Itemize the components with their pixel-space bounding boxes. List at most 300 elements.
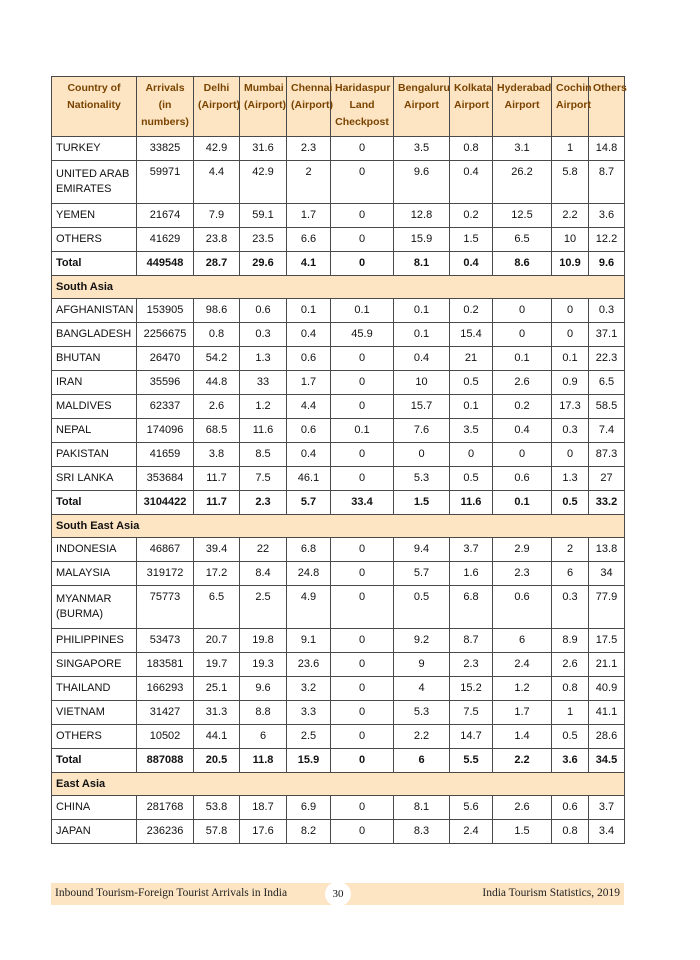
table-row xyxy=(52,677,625,701)
value-cell: 20.5 xyxy=(194,749,240,773)
value-cell: 5.3 xyxy=(394,467,450,491)
page-number: 30 xyxy=(325,882,351,906)
value-cell: 319172 xyxy=(137,562,194,586)
value-cell: 0.2 xyxy=(493,395,552,419)
value-cell: 0 xyxy=(331,701,394,725)
value-cell: 3.4 xyxy=(589,820,625,844)
column-header: Haridaspur Land Checkpost xyxy=(331,77,394,137)
value-cell: 1 xyxy=(552,137,589,161)
footer-publication-section: Inbound Tourism-Foreign Tourist Arrivals in India xyxy=(55,887,288,899)
region-header-row xyxy=(52,515,625,538)
value-cell: 17.2 xyxy=(194,562,240,586)
value-cell: 2.6 xyxy=(194,395,240,419)
value-cell: 0.4 xyxy=(493,419,552,443)
value-cell: 0 xyxy=(493,299,552,323)
value-cell: 42.9 xyxy=(194,137,240,161)
value-cell: 6 xyxy=(394,749,450,773)
country-cell: BANGLADESH xyxy=(52,323,137,347)
value-cell: 2.3 xyxy=(450,653,493,677)
value-cell: 3.8 xyxy=(194,443,240,467)
value-cell: 0 xyxy=(331,161,394,204)
value-cell: 3.7 xyxy=(450,538,493,562)
total-row xyxy=(52,252,625,276)
value-cell: 4 xyxy=(394,677,450,701)
country-cell: UNITED ARAB EMIRATES xyxy=(52,161,137,204)
value-cell: 1.4 xyxy=(493,725,552,749)
value-cell: 0.5 xyxy=(394,586,450,629)
value-cell: 20.7 xyxy=(194,629,240,653)
value-cell: 7.4 xyxy=(589,419,625,443)
value-cell: 34 xyxy=(589,562,625,586)
value-cell: 23.6 xyxy=(287,653,331,677)
value-cell: 2.5 xyxy=(287,725,331,749)
table-row xyxy=(52,820,625,844)
value-cell: 0 xyxy=(552,299,589,323)
value-cell: 44.8 xyxy=(194,371,240,395)
value-cell: 6.5 xyxy=(493,228,552,252)
country-cell: OTHERS xyxy=(52,228,137,252)
value-cell: 46.1 xyxy=(287,467,331,491)
value-cell: 0.1 xyxy=(394,323,450,347)
country-cell: IRAN xyxy=(52,371,137,395)
value-cell: 0.1 xyxy=(493,491,552,515)
value-cell: 0.1 xyxy=(450,395,493,419)
country-cell: Total xyxy=(52,491,137,515)
column-header: Others xyxy=(589,77,625,137)
value-cell: 28.7 xyxy=(194,252,240,276)
value-cell: 15.7 xyxy=(394,395,450,419)
column-header: Arrivals (in numbers) xyxy=(137,77,194,137)
value-cell: 41.1 xyxy=(589,701,625,725)
value-cell: 3.5 xyxy=(394,137,450,161)
value-cell: 0 xyxy=(331,629,394,653)
value-cell: 11.8 xyxy=(240,749,287,773)
value-cell: 0 xyxy=(331,796,394,820)
value-cell: 0.1 xyxy=(331,419,394,443)
value-cell: 77.9 xyxy=(589,586,625,629)
country-cell: PHILIPPINES xyxy=(52,629,137,653)
value-cell: 6.8 xyxy=(450,586,493,629)
country-cell: AFGHANISTAN xyxy=(52,299,137,323)
value-cell: 6.9 xyxy=(287,796,331,820)
value-cell: 0 xyxy=(450,443,493,467)
value-cell: 33 xyxy=(240,371,287,395)
value-cell: 0.8 xyxy=(194,323,240,347)
value-cell: 3.7 xyxy=(589,796,625,820)
region-header-row xyxy=(52,276,625,299)
value-cell: 2.4 xyxy=(493,653,552,677)
value-cell: 11.7 xyxy=(194,467,240,491)
value-cell: 4.4 xyxy=(194,161,240,204)
value-cell: 35596 xyxy=(137,371,194,395)
country-cell: SINGAPORE xyxy=(52,653,137,677)
value-cell: 449548 xyxy=(137,252,194,276)
arrivals-table-container xyxy=(51,76,627,844)
value-cell: 13.8 xyxy=(589,538,625,562)
value-cell: 236236 xyxy=(137,820,194,844)
value-cell: 10 xyxy=(394,371,450,395)
value-cell: 5.8 xyxy=(552,161,589,204)
value-cell: 0 xyxy=(331,467,394,491)
value-cell: 28.6 xyxy=(589,725,625,749)
value-cell: 174096 xyxy=(137,419,194,443)
value-cell: 26470 xyxy=(137,347,194,371)
column-header: Chennai (Airport) xyxy=(287,77,331,137)
value-cell: 0.4 xyxy=(287,443,331,467)
region-header-row xyxy=(52,773,625,796)
value-cell: 42.9 xyxy=(240,161,287,204)
value-cell: 0.1 xyxy=(394,299,450,323)
value-cell: 57.8 xyxy=(194,820,240,844)
value-cell: 183581 xyxy=(137,653,194,677)
column-header: Kolkata Airport xyxy=(450,77,493,137)
table-row xyxy=(52,562,625,586)
value-cell: 2.6 xyxy=(493,796,552,820)
value-cell: 0.1 xyxy=(331,299,394,323)
table-row xyxy=(52,586,625,629)
value-cell: 0 xyxy=(331,371,394,395)
country-cell: VIETNAM xyxy=(52,701,137,725)
value-cell: 1.5 xyxy=(493,820,552,844)
value-cell: 1.6 xyxy=(450,562,493,586)
country-cell: MYANMAR (BURMA) xyxy=(52,586,137,629)
value-cell: 4.4 xyxy=(287,395,331,419)
value-cell: 22 xyxy=(240,538,287,562)
country-cell: NEPAL xyxy=(52,419,137,443)
value-cell: 2 xyxy=(552,538,589,562)
value-cell: 0 xyxy=(331,749,394,773)
value-cell: 1.7 xyxy=(493,701,552,725)
value-cell: 26.2 xyxy=(493,161,552,204)
value-cell: 3.3 xyxy=(287,701,331,725)
value-cell: 1.5 xyxy=(450,228,493,252)
value-cell: 0.5 xyxy=(450,371,493,395)
value-cell: 6.5 xyxy=(194,586,240,629)
value-cell: 8.3 xyxy=(394,820,450,844)
value-cell: 166293 xyxy=(137,677,194,701)
value-cell: 54.2 xyxy=(194,347,240,371)
value-cell: 3.2 xyxy=(287,677,331,701)
column-header: Hyderabad Airport xyxy=(493,77,552,137)
value-cell: 0.2 xyxy=(450,204,493,228)
value-cell: 25.1 xyxy=(194,677,240,701)
value-cell: 14.7 xyxy=(450,725,493,749)
country-cell: BHUTAN xyxy=(52,347,137,371)
region-label: East Asia xyxy=(52,773,625,796)
column-header: Bengaluru Airport xyxy=(394,77,450,137)
value-cell: 0 xyxy=(394,443,450,467)
value-cell: 0 xyxy=(331,653,394,677)
table-row xyxy=(52,701,625,725)
value-cell: 21 xyxy=(450,347,493,371)
value-cell: 9.6 xyxy=(240,677,287,701)
value-cell: 2.6 xyxy=(552,653,589,677)
value-cell: 4.1 xyxy=(287,252,331,276)
value-cell: 2.9 xyxy=(493,538,552,562)
value-cell: 33.2 xyxy=(589,491,625,515)
value-cell: 33.4 xyxy=(331,491,394,515)
value-cell: 2256675 xyxy=(137,323,194,347)
value-cell: 46867 xyxy=(137,538,194,562)
value-cell: 21674 xyxy=(137,204,194,228)
value-cell: 39.4 xyxy=(194,538,240,562)
value-cell: 53473 xyxy=(137,629,194,653)
total-row xyxy=(52,749,625,773)
table-row xyxy=(52,161,625,204)
value-cell: 0 xyxy=(331,137,394,161)
value-cell: 3104422 xyxy=(137,491,194,515)
value-cell: 0.3 xyxy=(552,586,589,629)
table-row xyxy=(52,629,625,653)
value-cell: 3.6 xyxy=(589,204,625,228)
country-cell: MALAYSIA xyxy=(52,562,137,586)
table-body xyxy=(52,137,625,844)
table-row xyxy=(52,538,625,562)
value-cell: 8.8 xyxy=(240,701,287,725)
value-cell: 11.6 xyxy=(450,491,493,515)
value-cell: 0.6 xyxy=(552,796,589,820)
value-cell: 1.2 xyxy=(493,677,552,701)
footer-publication-title: India Tourism Statistics, 2019 xyxy=(482,887,620,899)
value-cell: 0.5 xyxy=(552,725,589,749)
value-cell: 5.5 xyxy=(450,749,493,773)
value-cell: 12.2 xyxy=(589,228,625,252)
value-cell: 15.2 xyxy=(450,677,493,701)
value-cell: 0.6 xyxy=(240,299,287,323)
value-cell: 6 xyxy=(552,562,589,586)
value-cell: 0.1 xyxy=(493,347,552,371)
value-cell: 2.2 xyxy=(493,749,552,773)
table-row xyxy=(52,725,625,749)
value-cell: 9.6 xyxy=(394,161,450,204)
table-row xyxy=(52,653,625,677)
value-cell: 0.3 xyxy=(589,299,625,323)
value-cell: 8.7 xyxy=(589,161,625,204)
value-cell: 41629 xyxy=(137,228,194,252)
value-cell: 31.6 xyxy=(240,137,287,161)
value-cell: 2.6 xyxy=(493,371,552,395)
value-cell: 21.1 xyxy=(589,653,625,677)
value-cell: 5.6 xyxy=(450,796,493,820)
value-cell: 0 xyxy=(331,347,394,371)
value-cell: 9.6 xyxy=(589,252,625,276)
country-cell: MALDIVES xyxy=(52,395,137,419)
value-cell: 5.7 xyxy=(287,491,331,515)
column-header: Mumbai (Airport) xyxy=(240,77,287,137)
value-cell: 44.1 xyxy=(194,725,240,749)
value-cell: 59971 xyxy=(137,161,194,204)
country-cell: THAILAND xyxy=(52,677,137,701)
table-row xyxy=(52,299,625,323)
value-cell: 0 xyxy=(331,204,394,228)
table-row xyxy=(52,443,625,467)
value-cell: 68.5 xyxy=(194,419,240,443)
country-cell: OTHERS xyxy=(52,725,137,749)
value-cell: 8.7 xyxy=(450,629,493,653)
value-cell: 0.1 xyxy=(287,299,331,323)
value-cell: 1.3 xyxy=(552,467,589,491)
value-cell: 34.5 xyxy=(589,749,625,773)
value-cell: 18.7 xyxy=(240,796,287,820)
value-cell: 10502 xyxy=(137,725,194,749)
value-cell: 17.5 xyxy=(589,629,625,653)
value-cell: 2.5 xyxy=(240,586,287,629)
value-cell: 8.2 xyxy=(287,820,331,844)
value-cell: 3.6 xyxy=(552,749,589,773)
value-cell: 8.1 xyxy=(394,252,450,276)
value-cell: 0 xyxy=(493,323,552,347)
value-cell: 5.3 xyxy=(394,701,450,725)
value-cell: 62337 xyxy=(137,395,194,419)
value-cell: 29.6 xyxy=(240,252,287,276)
value-cell: 1.3 xyxy=(240,347,287,371)
table-row xyxy=(52,419,625,443)
value-cell: 9.1 xyxy=(287,629,331,653)
table-row xyxy=(52,347,625,371)
value-cell: 0.9 xyxy=(552,371,589,395)
country-cell: TURKEY xyxy=(52,137,137,161)
value-cell: 0.4 xyxy=(287,323,331,347)
value-cell: 0 xyxy=(331,252,394,276)
table-row xyxy=(52,796,625,820)
value-cell: 6 xyxy=(240,725,287,749)
value-cell: 8.1 xyxy=(394,796,450,820)
value-cell: 0.8 xyxy=(552,677,589,701)
value-cell: 11.7 xyxy=(194,491,240,515)
value-cell: 1.5 xyxy=(394,491,450,515)
value-cell: 0.3 xyxy=(552,419,589,443)
value-cell: 11.6 xyxy=(240,419,287,443)
value-cell: 6.5 xyxy=(589,371,625,395)
value-cell: 2.3 xyxy=(287,137,331,161)
value-cell: 9.4 xyxy=(394,538,450,562)
value-cell: 0.2 xyxy=(450,299,493,323)
value-cell: 3.5 xyxy=(450,419,493,443)
value-cell: 19.3 xyxy=(240,653,287,677)
table-row xyxy=(52,395,625,419)
value-cell: 0 xyxy=(552,323,589,347)
value-cell: 1.7 xyxy=(287,204,331,228)
value-cell: 0 xyxy=(331,228,394,252)
value-cell: 7.9 xyxy=(194,204,240,228)
value-cell: 40.9 xyxy=(589,677,625,701)
value-cell: 41659 xyxy=(137,443,194,467)
value-cell: 0 xyxy=(331,677,394,701)
value-cell: 0.5 xyxy=(552,491,589,515)
value-cell: 1 xyxy=(552,701,589,725)
value-cell: 0.5 xyxy=(450,467,493,491)
table-row xyxy=(52,467,625,491)
value-cell: 8.5 xyxy=(240,443,287,467)
value-cell: 33825 xyxy=(137,137,194,161)
country-cell: SRI LANKA xyxy=(52,467,137,491)
value-cell: 4.9 xyxy=(287,586,331,629)
country-cell: INDONESIA xyxy=(52,538,137,562)
value-cell: 6.6 xyxy=(287,228,331,252)
column-header: Country of Nationality xyxy=(52,77,137,137)
value-cell: 45.9 xyxy=(331,323,394,347)
value-cell: 98.6 xyxy=(194,299,240,323)
table-row xyxy=(52,204,625,228)
value-cell: 2.2 xyxy=(394,725,450,749)
value-cell: 19.8 xyxy=(240,629,287,653)
value-cell: 31.3 xyxy=(194,701,240,725)
value-cell: 0 xyxy=(331,586,394,629)
region-label: South East Asia xyxy=(52,515,625,538)
total-row xyxy=(52,491,625,515)
value-cell: 12.5 xyxy=(493,204,552,228)
value-cell: 53.8 xyxy=(194,796,240,820)
table-row xyxy=(52,228,625,252)
value-cell: 8.4 xyxy=(240,562,287,586)
value-cell: 14.8 xyxy=(589,137,625,161)
country-cell: JAPAN xyxy=(52,820,137,844)
value-cell: 0.4 xyxy=(450,161,493,204)
value-cell: 0.4 xyxy=(450,252,493,276)
value-cell: 75773 xyxy=(137,586,194,629)
value-cell: 2.3 xyxy=(493,562,552,586)
value-cell: 7.5 xyxy=(450,701,493,725)
column-header: Cochin Airport xyxy=(552,77,589,137)
value-cell: 23.8 xyxy=(194,228,240,252)
value-cell: 2 xyxy=(287,161,331,204)
value-cell: 2.4 xyxy=(450,820,493,844)
value-cell: 19.7 xyxy=(194,653,240,677)
value-cell: 37.1 xyxy=(589,323,625,347)
value-cell: 12.8 xyxy=(394,204,450,228)
value-cell: 0.1 xyxy=(552,347,589,371)
value-cell: 31427 xyxy=(137,701,194,725)
table-row xyxy=(52,137,625,161)
country-cell: Total xyxy=(52,252,137,276)
value-cell: 0.4 xyxy=(394,347,450,371)
value-cell: 7.6 xyxy=(394,419,450,443)
value-cell: 8.9 xyxy=(552,629,589,653)
value-cell: 15.4 xyxy=(450,323,493,347)
value-cell: 17.3 xyxy=(552,395,589,419)
value-cell: 281768 xyxy=(137,796,194,820)
value-cell: 17.6 xyxy=(240,820,287,844)
country-cell: YEMEN xyxy=(52,204,137,228)
value-cell: 0 xyxy=(552,443,589,467)
value-cell: 6.8 xyxy=(287,538,331,562)
value-cell: 353684 xyxy=(137,467,194,491)
arrivals-by-port-table xyxy=(51,76,625,844)
value-cell: 887088 xyxy=(137,749,194,773)
value-cell: 9.2 xyxy=(394,629,450,653)
country-cell: CHINA xyxy=(52,796,137,820)
value-cell: 23.5 xyxy=(240,228,287,252)
value-cell: 2.3 xyxy=(240,491,287,515)
value-cell: 0.8 xyxy=(552,820,589,844)
value-cell: 7.5 xyxy=(240,467,287,491)
value-cell: 0 xyxy=(493,443,552,467)
value-cell: 9 xyxy=(394,653,450,677)
value-cell: 0.6 xyxy=(287,419,331,443)
value-cell: 8.6 xyxy=(493,252,552,276)
value-cell: 6 xyxy=(493,629,552,653)
value-cell: 0 xyxy=(331,562,394,586)
value-cell: 5.7 xyxy=(394,562,450,586)
value-cell: 27 xyxy=(589,467,625,491)
value-cell: 0 xyxy=(331,725,394,749)
page-footer xyxy=(51,883,624,905)
value-cell: 15.9 xyxy=(287,749,331,773)
value-cell: 1.7 xyxy=(287,371,331,395)
column-header: Delhi (Airport) xyxy=(194,77,240,137)
value-cell: 0.6 xyxy=(493,586,552,629)
value-cell: 153905 xyxy=(137,299,194,323)
